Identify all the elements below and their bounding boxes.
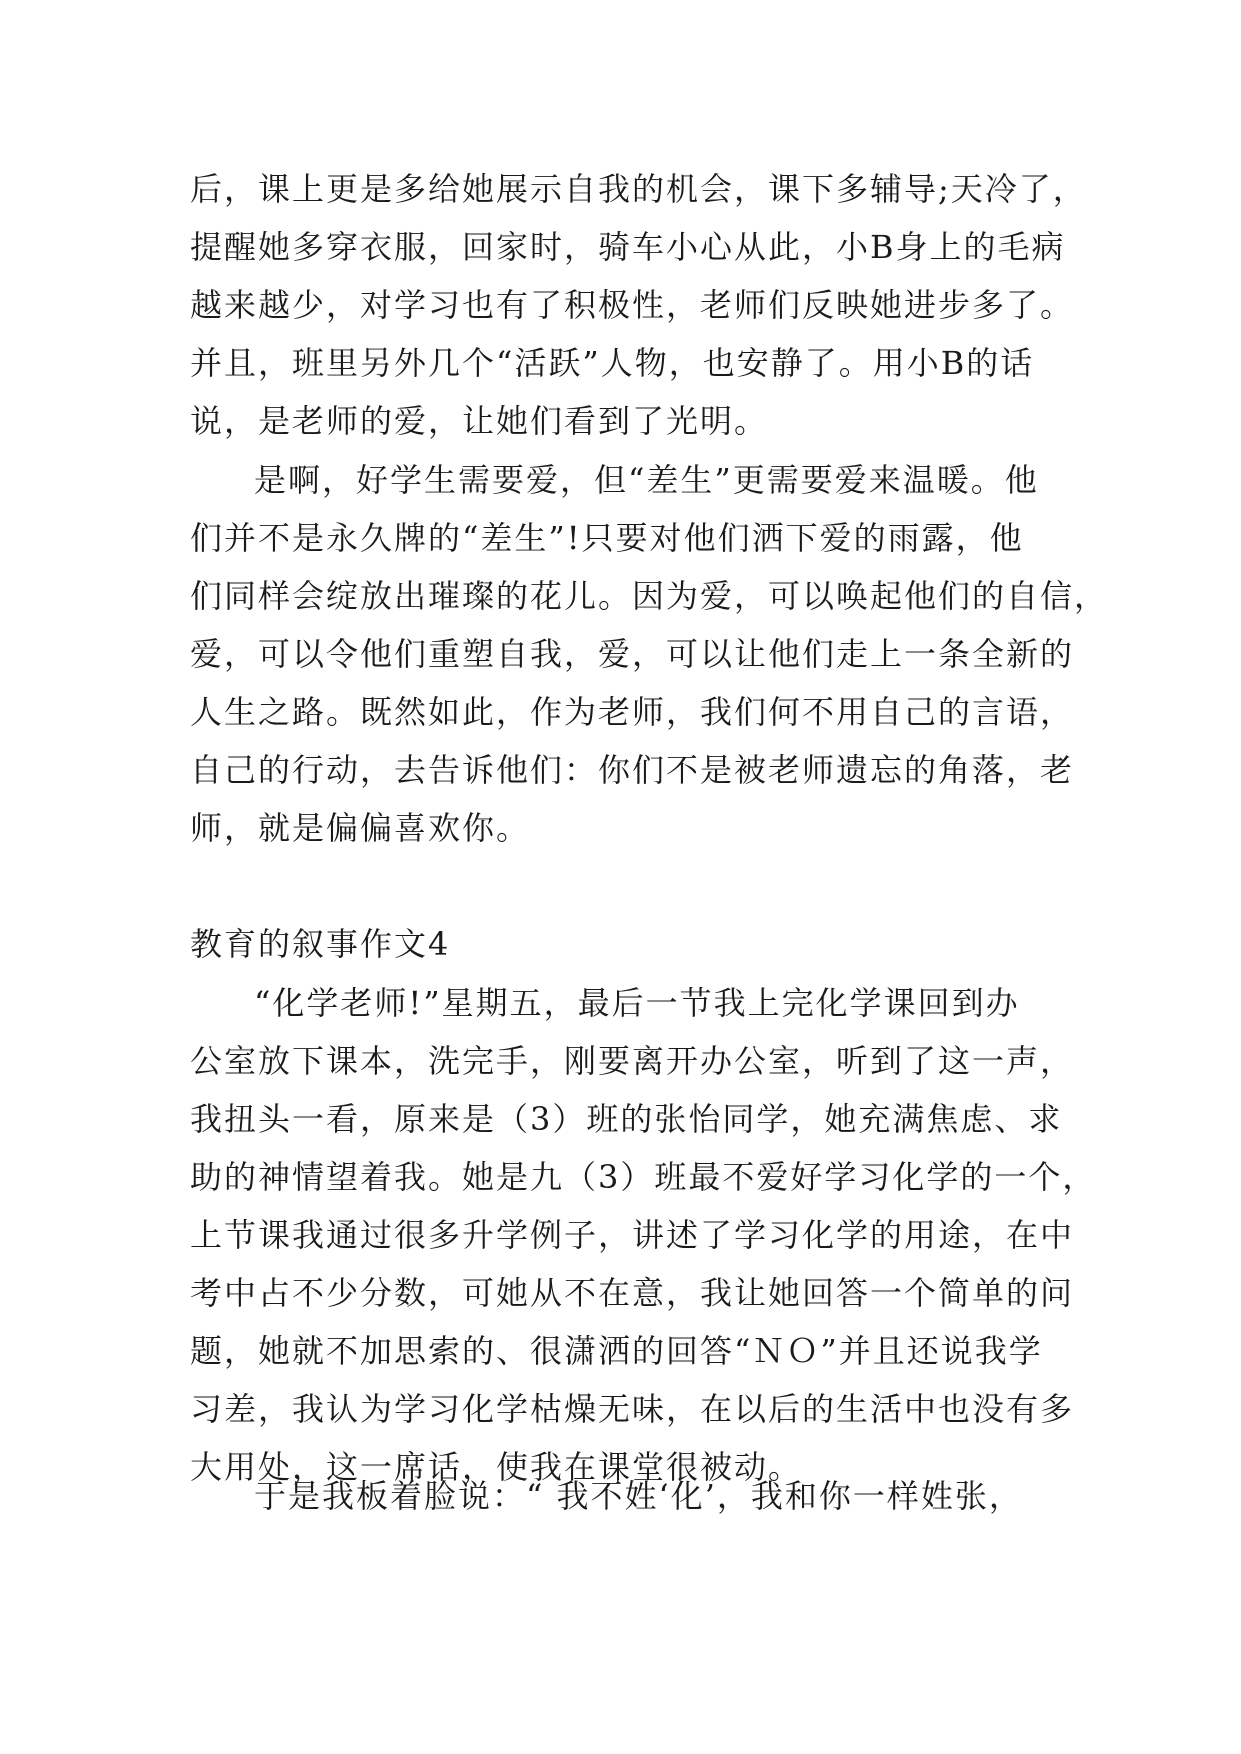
- text-line: 题，她就不加思索的、很潇洒的回答“ＮＯ”并且还说我学: [190, 1332, 1043, 1370]
- text-line: 于是我板着脸说：“ 我不姓‘化’，我和你一样姓张，: [254, 1477, 1023, 1515]
- text-line: 师，就是偏偏喜欢你。: [190, 809, 531, 847]
- paragraph-chemistry-teacher: [190, 974, 1097, 1496]
- text-line: 人生之路。既然如此，作为老师，我们何不用自己的言语，: [190, 693, 1075, 731]
- text-line: 们同样会绽放出璀璨的花儿。因为爱，可以唤起他们的自信，: [190, 577, 1109, 615]
- text-line: 是啊，好学生需要爱，但“差生”更需要爱来温暖。他: [254, 461, 1039, 499]
- text-line: 考中占不少分数，可她从不在意，我让她回答一个简单的问: [190, 1274, 1075, 1312]
- text-line: 自己的行动，去告诉他们：你们不是被老师遗忘的角落，老: [190, 751, 1075, 789]
- text-line: 大用处，这一席话，使我在课堂很被动。: [190, 1448, 803, 1486]
- paragraph-reply: [190, 1467, 1070, 1525]
- text-line: 我扭头一看，原来是（3）班的张怡同学，她充满焦虑、求: [190, 1100, 1063, 1138]
- text-line: 上节课我通过很多升学例子，讲述了学习化学的用途，在中: [190, 1216, 1075, 1254]
- text-line: 爱，可以令他们重塑自我，爱，可以让他们走上一条全新的: [190, 635, 1075, 673]
- heading-text: 教育的叙事作文4: [190, 925, 451, 963]
- text-line: 后，课上更是多给她展示自我的机会，课下多辅导;天冷了，: [190, 170, 1087, 208]
- text-line: 越来越少，对学习也有了积极性，老师们反映她进步多了。: [190, 286, 1075, 324]
- text-line: 助的神情望着我。她是九（3）班最不爱好学习化学的一个，: [190, 1158, 1097, 1196]
- text-line: 公室放下课本，洗完手，刚要离开办公室，听到了这一声，: [190, 1042, 1075, 1080]
- text-line: 习差，我认为学习化学枯燥无味，在以后的生活中也没有多: [190, 1390, 1075, 1428]
- text-line: 说，是老师的爱，让她们看到了光明。: [190, 402, 769, 440]
- paragraph-continuation: [190, 160, 1087, 450]
- text-line: 并且，班里另外几个“活跃”人物，也安静了。用小B的话: [190, 344, 1035, 382]
- text-line: “化学老师!”星期五，最后一节我上完化学课回到办: [254, 984, 1020, 1022]
- section-heading: [190, 915, 1070, 973]
- paragraph-love-for-students: [190, 451, 1109, 857]
- text-line: 们并不是永久牌的“差生”!只要对他们洒下爱的雨露，他: [190, 519, 1024, 557]
- text-line: 提醒她多穿衣服，回家时，骑车小心从此，小B身上的毛病: [190, 228, 1066, 266]
